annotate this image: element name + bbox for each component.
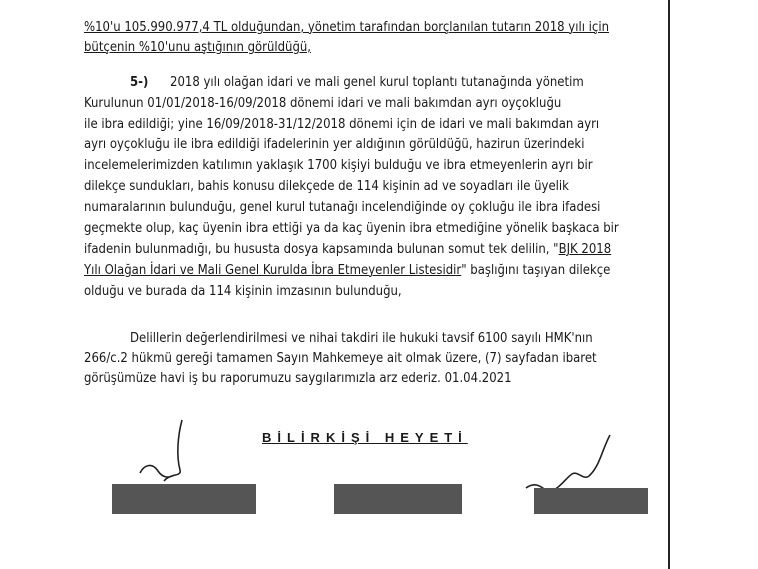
text-line: 2018 yılı olağan idari ve mali genel kurul toplantı tutanağında yönetim xyxy=(170,75,584,90)
underlined-title: Yılı Olağan İdari ve Mali Genel Kurulda İbra Etmeyenler Listesidir xyxy=(84,263,462,278)
page-edge xyxy=(668,0,670,569)
item-number: 5-) xyxy=(130,75,149,90)
text-line: %10'u 105.990.977,4 TL olduğundan, yönetim tarafından borçlanılan tutarın 2018 yılı için xyxy=(84,20,610,35)
text-line: ile ibra edildiği; yine 16/09/2018-31/12/2018 dönemi için de idari ve mali bakımdan ayrı xyxy=(84,117,600,132)
signature-left xyxy=(130,415,210,495)
text-line: numaralarının bulunduğu, genel kurul tutanağı incelendiğinde oy çokluğu ile ibra ifadesi xyxy=(84,200,601,215)
text-line: olduğu ve burada da 114 kişinin imzasının bulunduğu, xyxy=(84,284,402,299)
text-line: Kurulunun 01/01/2018-16/09/2018 dönemi idari ve mali bakımdan ayrı oyçokluğu xyxy=(84,96,562,111)
underlined-title: BJK 2018 xyxy=(558,242,612,257)
text-line: görüşümüze havi iş bu raporumuzu saygılarımızla arz ederiz. 01.04.2021 xyxy=(84,371,512,386)
text-segment: ifadenin bulunmadığı, bu hususta dosya kapsamında bulunan somut tek delilin, " xyxy=(84,242,559,257)
text-line: 266/c.2 hükmü gereği tamamen Sayın Mahkemeye ait olmak üzere, (7) sayfadan ibaret xyxy=(84,351,597,366)
text-line: bütçenin %10'unu aştığının görüldüğü, xyxy=(84,40,312,55)
text-line: geçmekte olup, kaç üyenin ibra ettiği ya da kaç üyenin ibra etmediğine yönelik başkaca bir xyxy=(84,221,619,236)
text-line xyxy=(84,241,611,259)
redaction-block xyxy=(112,484,256,514)
text-segment: " başlığını taşıyan dilekçe xyxy=(461,263,611,278)
redaction-block xyxy=(534,488,648,514)
signature-heading: BİLİRKİŞİ HEYETİ xyxy=(262,430,468,445)
redaction-block xyxy=(334,484,462,514)
text-line xyxy=(84,262,610,280)
text-line: Delillerin değerlendirilmesi ve nihai takdiri ile hukuki tavsif 6100 sayılı HMK'nın xyxy=(130,331,593,346)
text-line: dilekçe sundukları, bahis konusu dilekçede de 114 kişinin ad ve soyadları ile üyelik xyxy=(84,179,569,194)
text-line: incelemelerimizden katılımın yaklaşık 1700 kişiyi bulduğu ve ibra etmeyenlerin ayrı bir xyxy=(84,158,593,173)
text-line: ayrı oyçokluğu ile ibra edildiği ifadelerinin yer aldığının görüldüğü, hazirun üzerindeki xyxy=(84,137,585,152)
